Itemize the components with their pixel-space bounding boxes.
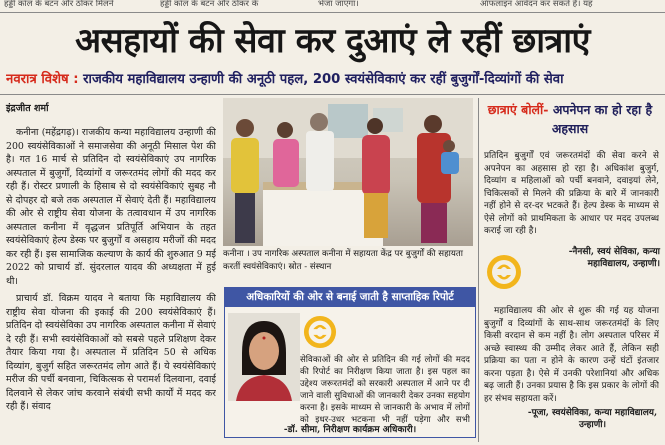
strip-text-mid2: भेजा जाएगा।: [318, 0, 359, 9]
strip-text-right: ऑफलाइन आवेदन कर सकते हैं। यह: [480, 0, 593, 9]
box-heading: अधिकारियों की ओर से बनाई जाती है साप्ताहिक रिपोर्ट: [224, 287, 476, 307]
article-paragraph-1: कनीना (महेंद्रगढ़)। राजकीय कन्या महाविद्यालय उन्हाणी की 200 स्वयंसेविकाओं ने समाजसेवा की अनूठी मिसाल पेश की है। गत 16 मार्च से प्रतिदिन दो स्वयंसेविकाएं उप नागरिक अस्पताल में बुजुर्गों, दिव्यांगों व जरूरतमंद लोगों की मदद कर रही हैं। रोस्टर प्रणाली के हिसाब से दो स्वयंसेविकाएं सुबह नौ से दोपहर दो बजे तक अस्पताल में सेवाएं देती हैं। महाविद्यालय की ओर से राष्ट्रीय सेवा योजना के तत्वावधान में उप नागरिक अस्पताल कनीना में वृद्धजन प्रतिपूर्ति अभियान के तहत स्वयंसेविकाएं हेल्प डेस्क पर बुजुर्गों व असहाय मरीजों की मदद कर रही हैं। इस सामाजिक कल्याण के कार्य की शुरुआत 9 मई 2022 को प्राचार्य डॉ. सुंदरलाल यादव की अध्यक्षता में हुई थी।: [6, 127, 216, 287]
byline: इंद्रजीत शर्मा: [6, 103, 49, 114]
sidebar-para-2: महाविद्यालय की ओर से शुरू की गई यह योजना बुजुर्गों व दिव्यांगों के साथ-साथ जरूरतमंदों के लिए किसी वरदान से कम नहीं है। लोग अस्पताल परिसर में अच्छे स्वास्थ्य की उम्मीद लेकर आते हैं, लेकिन सही प्रक्रिया का पता न होने के कारण उन्हें घंटों इंतजार करना पड़ता है। ऐसे में उनकी परेशानियां और अधिक बढ़ जाती हैं। उनका प्रयास है कि इस प्रकार के लोगों की हर संभव सहायता करें।: [484, 306, 659, 404]
sidebar-divider: [478, 98, 479, 442]
sidebar-para-1: प्रतिदिन बुजुर्गों एवं जरूरतमंदों की सेवा करने से अपनेपन का अहसास हो रहा है। अधिकांश बुजुर्ग, दिव्यांग व महिलाओं को पर्ची बनवाने, दवाइयां लेने, चिकित्सकों से मिलने की प्रक्रिया के बारे में जानकारी नहीं होने से दर-दर भटकते हैं। हेल्प डेस्क के माध्यम से ऐसे लोगों को प्राथमिकता के आधार पर मदद उपलब्ध कराई जा रही है।: [484, 151, 659, 236]
box-paragraph: सेविकाओं की ओर से प्रतिदिन की गई लोगों की मदद की रिपोर्ट का निरीक्षण किया जाता है। इस पहल का उद्देश्य जरूरतमंदों को सरकारी अस्पताल में आने पर दी जाने वाली सुविधाओं की जानकारी देकर उनका सहयोग करना है। इसके माध्यम से जानकारी के अभाव में लोगों को इधर-उधर भटकना भी नहीं पड़ेगा और सभी: [300, 355, 470, 424]
box-credit: -डॉ. सीमा, निरीक्षण कार्यक्रम अधिकारी।: [283, 425, 417, 435]
strip-text-left: हड्डी कॉल के बटन और ठोकर मिलने: [4, 0, 114, 9]
quote-logo-icon: [486, 254, 522, 290]
previous-article-strip: [0, 0, 665, 12]
top-rule: [0, 12, 665, 13]
photo-caption: कनीना । उप नागरिक अस्पताल कनीना में सहायता केंद्र पर बुजुर्गों की सहायता करतीं स्वयंसेविकाएं। स्रोत - संस्थान: [223, 249, 464, 272]
column-main: [6, 126, 216, 442]
strip-text-mid: हड्डी कॉल के बटन और ठोकर के: [160, 0, 259, 9]
deck-rule: [0, 94, 665, 95]
news-photo: [223, 98, 473, 246]
photo-scene: [223, 98, 473, 246]
sidebar-heading: [481, 100, 659, 138]
box-body: [300, 354, 470, 424]
deck-text: राजकीय महाविद्यालय उन्हाणी की अनूठी पहल, 200 स्वयंसेविकाएं कर रहीं बुजुर्गों-दिव्यांगों की सेवा: [83, 72, 564, 87]
deck-label: नवरात्र विशेष :: [6, 72, 79, 87]
box-logo-icon: [303, 315, 337, 349]
sidebar-quote-1: [484, 150, 659, 256]
sidebar-title-rest: अपनेपन का हो रहा है अहसास: [551, 102, 653, 136]
headline: असहायों की सेवा कर दुआएं ले रहीं छात्राएं: [75, 21, 590, 61]
portrait-photo: [228, 313, 300, 401]
article-paragraph-2: प्राचार्य डॉ. विक्रम यादव ने बताया कि महाविद्यालय की राष्ट्रीय सेवा योजना की इकाई की 200 स्वयंसेविकाएं हैं। प्रतिदिन दो स्वयंसेविका उप नागरिक अस्पताल कनीना में सेवाएं दे रही हैं। सभी स्वयंसेविकाओं को सबसे पहले प्रशिक्षण देकर तैयार किया गया है। अस्पताल में प्रतिदिन 50 से अधिक दिव्यांग, बुजुर्ग सहित जरूरतमंद लोग आते हैं। ये स्वयंसेविकाएं मरीज की पर्ची बनवाना, चिकित्सक से परामर्श दिलवाना, दवाई दिलवाने से लेकर जांच करवाने संबंधी सभी कार्यों में मदद कर रही हैं। संवाद: [6, 293, 216, 412]
officer-portrait: [228, 313, 300, 401]
sidebar-title-red: छात्राएं बोलीं-: [487, 102, 549, 117]
sidebar-credit-1: -नैनसी, स्वयं सेविका, कन्या महाविद्यालय, उन्हाणी।: [568, 247, 660, 269]
sidebar-quote-2: [484, 305, 659, 409]
sidebar-credit-2: -पूजा, स्वयंसेविका, कन्या महाविद्यालय, उन्हाणी।: [527, 408, 658, 430]
deck-line: [6, 70, 665, 90]
